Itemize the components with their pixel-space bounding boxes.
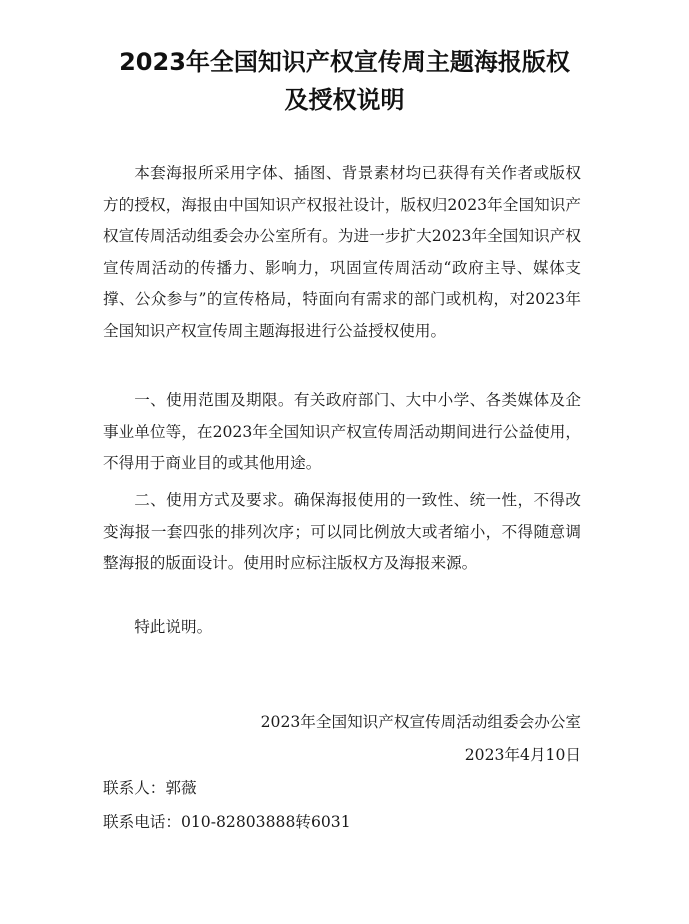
signature-organization: 2023年全国知识产权宣传周活动组委会办公室 <box>260 713 581 731</box>
usage-requirements-paragraph: 二、使用方式及要求。确保海报使用的一致性、统一性，不得改变海报一套四张的排列次序；可以同比例放大或者缩小，不得随意调整海报的版面设计。使用时应标注版权方及海报来源。 <box>103 491 581 573</box>
closing-note: 特此说明。 <box>134 618 213 636</box>
document-title-line-2: 及授权说明 <box>284 86 405 114</box>
usage-scope-paragraph: 一、使用范围及期限。有关政府部门、大中小学、各类媒体及企事业单位等，在2023年全国知识产权宣传周活动期间进行公益使用，不得用于商业目的或其他用途。 <box>103 391 581 473</box>
contact-phone: 联系电话：010-82803888转6031 <box>103 813 351 831</box>
signature-date: 2023年4月10日 <box>464 746 581 764</box>
contact-person: 联系人：郭薇 <box>103 779 197 797</box>
intro-paragraph: 本套海报所采用字体、插图、背景素材均已获得有关作者或版权方的授权，海报由中国知识产权报社设计，版权归2023年全国知识产权宣传周活动组委会办公室所有。为进一步扩大2023年全国知识产权宣传周活动的传播力、影响力，巩固宣传周活动“政府主导、媒体支撑、公众参与”的宣传格局，特面向有需求的部门或机构，对2023年全国知识产权宣传周主题海报进行公益授权使用。 <box>103 164 581 340</box>
document-title-line-1: 2023年全国知识产权宣传周主题海报版权 <box>119 48 570 76</box>
